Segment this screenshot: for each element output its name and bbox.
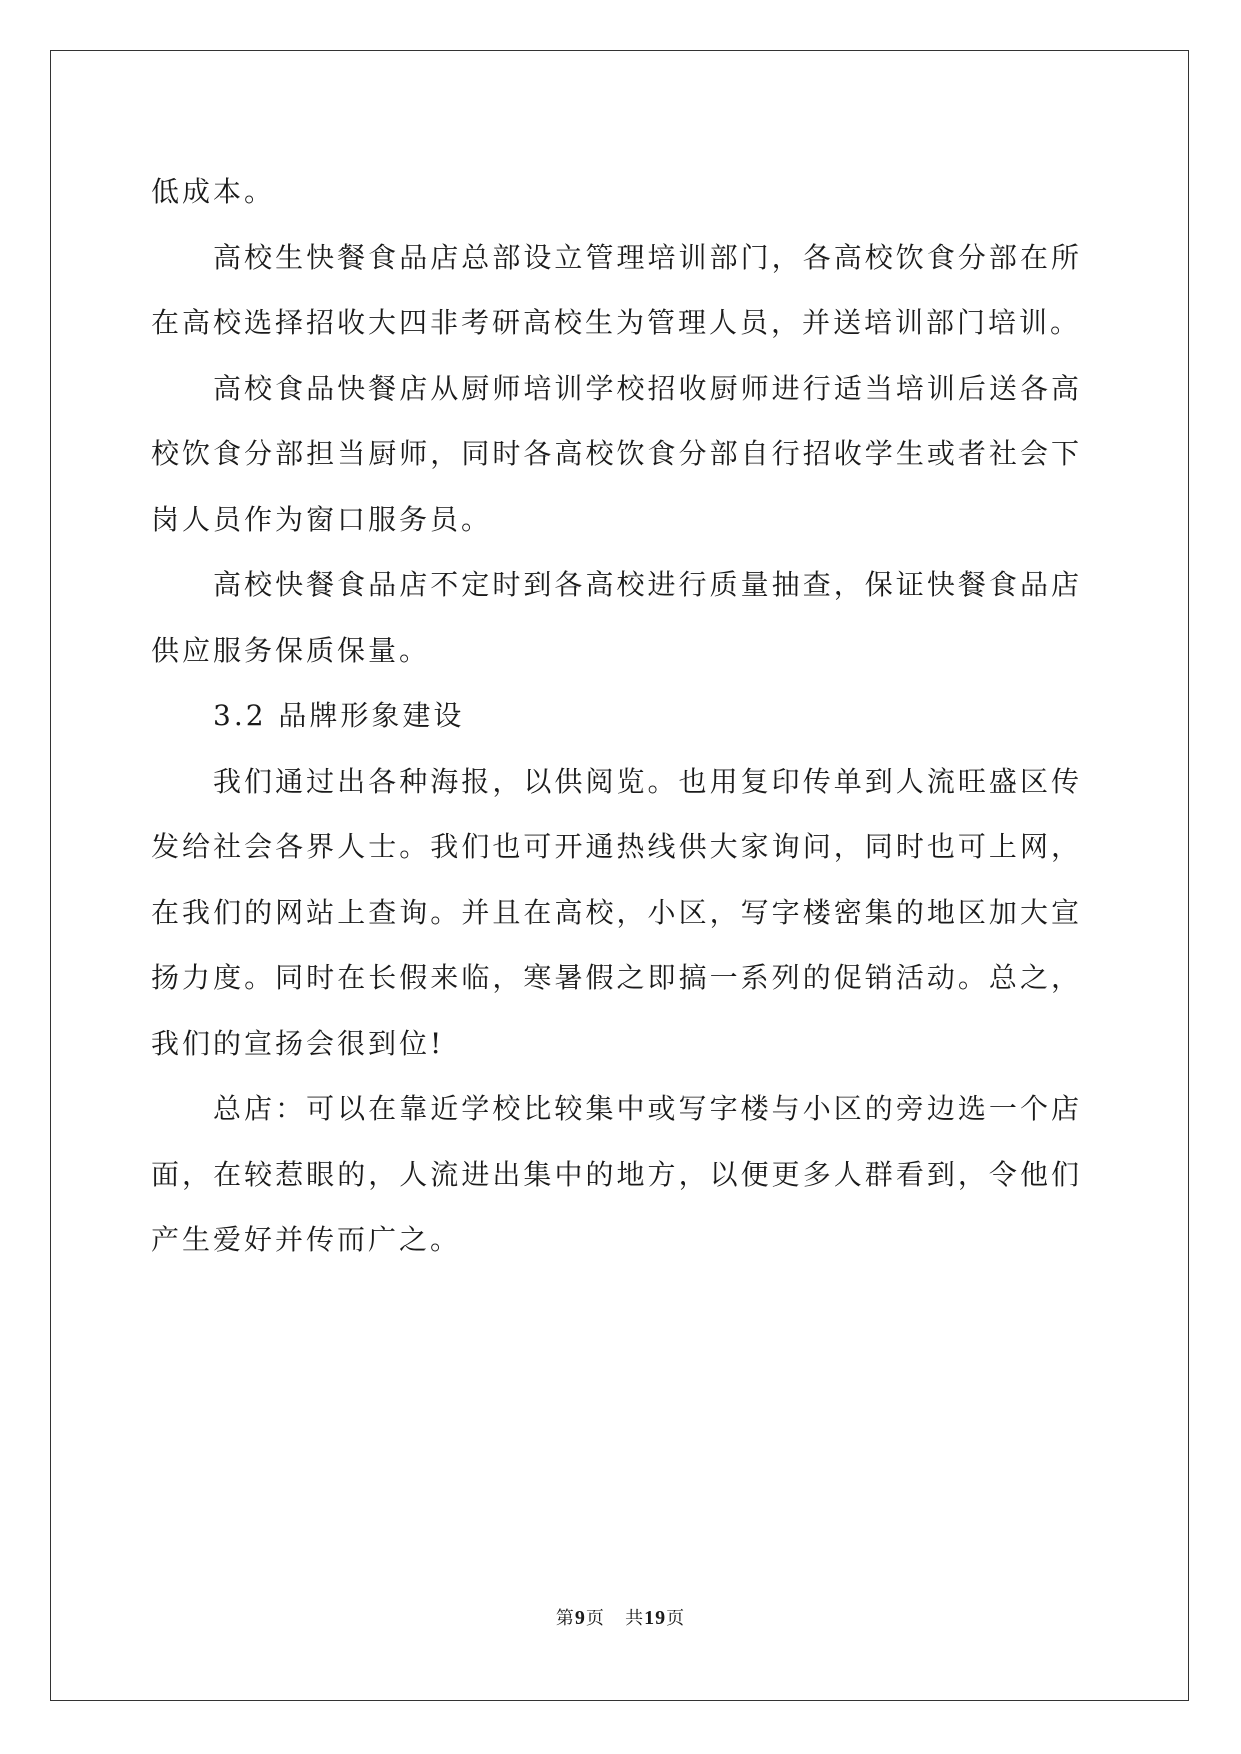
total-page-number: 19 bbox=[644, 1607, 667, 1629]
paragraph-6: 总店：可以在靠近学校比较集中或写字楼与小区的旁边选一个店面，在较惹眼的，人流进出集中的地方，以便更多人群看到，令他们产生爱好并传而广之。 bbox=[151, 1092, 1082, 1256]
paragraph-4: 高校快餐食品店不定时到各高校进行质量抽查，保证快餐食品店供应服务保质保量。 bbox=[151, 568, 1082, 667]
footer-total-suffix: 页 bbox=[666, 1608, 686, 1629]
paragraph-3: 高校食品快餐店从厨师培训学校招收厨师进行适当培训后送各高校饮食分部担当厨师，同时各高校饮食分部自行招收学生或者社会下岗人员作为窗口服务员。 bbox=[151, 371, 1082, 536]
paragraph-2: 高校生快餐食品店总部设立管理培训部门，各高校饮食分部在所在高校选择招收大四非考研高校生为管理人员，并送培训部门培训。 bbox=[151, 240, 1082, 339]
footer-prefix: 第 bbox=[555, 1608, 575, 1629]
current-page-number: 9 bbox=[574, 1607, 586, 1629]
page-footer bbox=[0, 1606, 1241, 1631]
footer-page-suffix: 页 bbox=[585, 1608, 605, 1629]
paragraph-5: 我们通过出各种海报，以供阅览。也用复印传单到人流旺盛区传发给社会各界人士。我们也可开通热线供大家询问，同时也可上网，在我们的网站上查询。并且在高校，小区，写字楼密集的地区加大宣扬力度。同时在长假来临，寒暑假之即搞一系列的促销活动。总之，我们的宣扬会很到位! bbox=[151, 764, 1082, 1060]
document-body bbox=[151, 159, 1082, 1273]
footer-total-prefix: 共 bbox=[625, 1608, 645, 1629]
paragraph-1: 低成本。 bbox=[151, 175, 276, 208]
section-heading: 3.2 品牌形象建设 bbox=[213, 699, 465, 732]
